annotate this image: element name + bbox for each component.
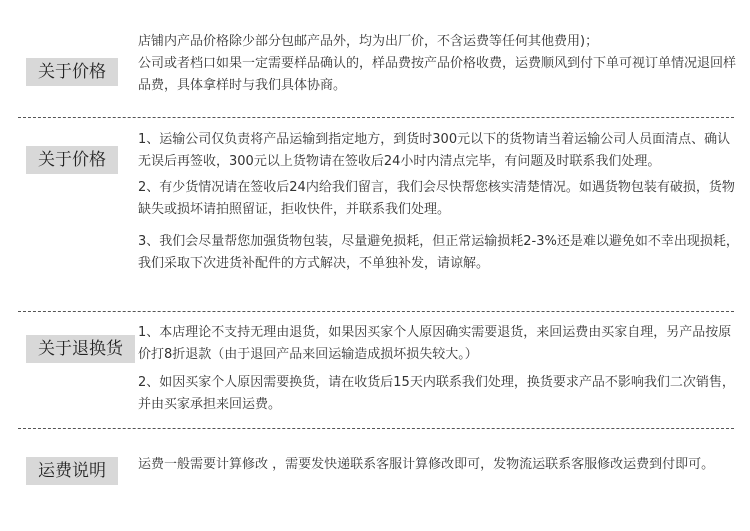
section-label: 运费说明 — [26, 457, 118, 485]
section-divider — [18, 117, 734, 118]
section-label: 关于价格 — [26, 58, 118, 86]
section-divider — [18, 428, 734, 429]
section-divider — [18, 311, 734, 312]
paragraph: 1、运输公司仅负责将产品运输到指定地方，到货时300元以下的货物请当着运输公司人员面清点、确认无误后再签收，300元以上货物请在签收后24小时内清点完毕，有问题及时联系我们处理。 — [138, 132, 731, 169]
paragraph: 1、本店理论不支持无理由退货，如果因买家个人原因确实需要退货，来回运费由买家自理，另产品按原价打8折退款（由于退回产品来回运输造成损坏损失较大。） — [138, 325, 732, 362]
paragraph: 公司或者档口如果一定需要样品确认的，样品费按产品价格收费，运费顺风到付下单可视订单情况退回样品费，具体拿样时与我们具体协商。 — [138, 56, 737, 93]
section-content — [138, 454, 742, 476]
section-content — [138, 322, 742, 416]
paragraph: 运费一般需要计算修改 ，需要发快递联系客服计算修改即可，发物流运联系客服修改运费到付即可。 — [138, 457, 715, 472]
section-content — [138, 31, 742, 97]
section-content — [138, 129, 742, 275]
paragraph: 3、我们会尽量帮您加强货物包装，尽量避免损耗，但正常运输损耗2-3%还是难以避免如不幸出现损耗，我们采取下次进货补配件的方式解决，不单独补发，请谅解。 — [138, 234, 739, 271]
paragraph: 2、如因买家个人原因需要换货，请在收货后15天内联系我们处理，换货要求产品不影响我们二次销售，并由买家承担来回运费。 — [138, 375, 735, 412]
paragraph: 2、有少货情况请在签收后24内给我们留言，我们会尽快帮您核实清楚情况。如遇货物包装有破损，货物缺失或损坏请拍照留证，拒收快件，并联系我们处理。 — [138, 180, 735, 217]
paragraph: 店铺内产品价格除少部分包邮产品外，均为出厂价，不含运费等任何其他费用)； — [138, 34, 599, 49]
section-label: 关于价格 — [26, 146, 118, 174]
section-label: 关于退换货 — [26, 335, 135, 363]
